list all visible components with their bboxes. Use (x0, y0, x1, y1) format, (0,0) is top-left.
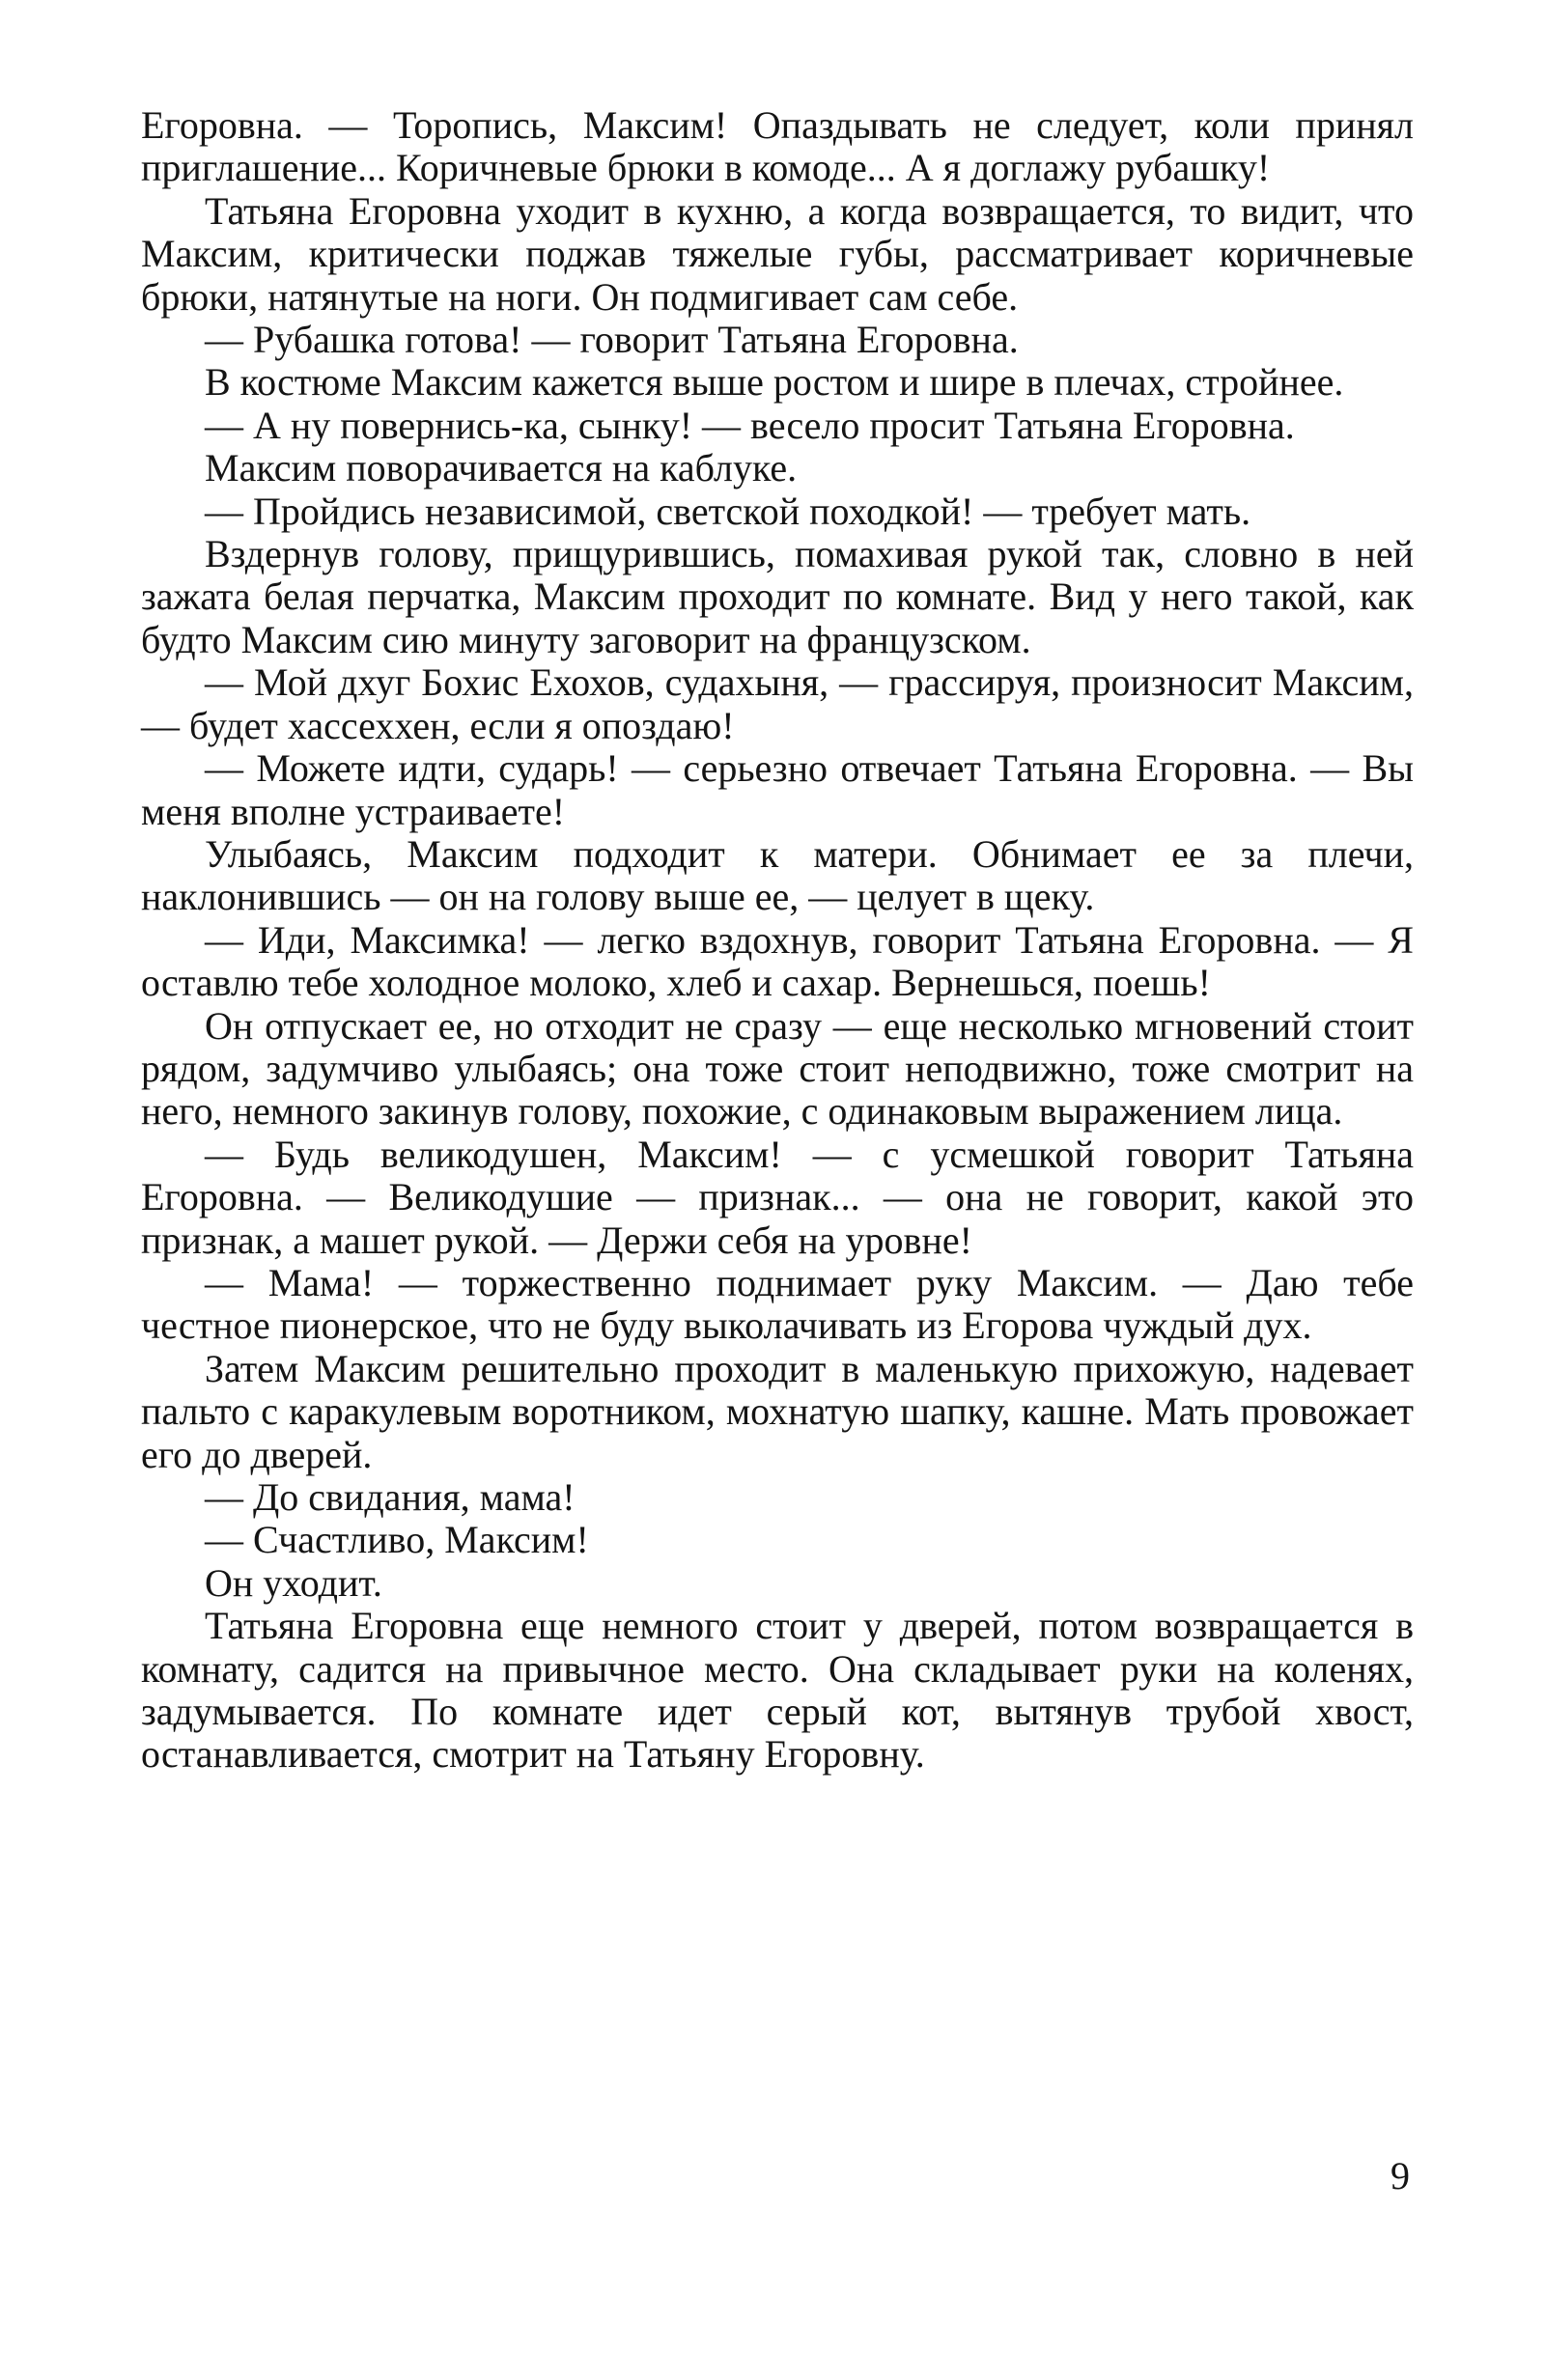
paragraph: Егоровна. — Торопись, Максим! Опаздывать не следует, коли принял приглашение... Коричневые брюки в комоде... А я доглажу рубашку! (141, 103, 1414, 190)
paragraph: В костюме Максим кажется выше ростом и шире в плечах, стройнее. (205, 360, 1344, 405)
paragraph: — Мама! — торжественно поднимает руку Максим. — Даю тебе честное пионерское, что не буду выколачивать из Егорова чуждый дух. (141, 1260, 1414, 1348)
paragraph: Вздернув голову, прищурившись, помахивая рукой так, словно в ней зажата белая перчатка, Максим проходит по комнате. Вид у него такой, как будто Максим сию минуту заговорит на французском. (141, 532, 1414, 661)
paragraph: — Иди, Максимка! — легко вздохнув, говорит Татьяна Егоровна. — Я оставлю тебе холодное молоко, хлеб и сахар. Вернешься, поешь! (141, 917, 1414, 1005)
paragraph: Он отпускает ее, но отходит не сразу — еще несколько мгновений стоит рядом, задумчиво улыбаясь; она тоже стоит неподвижно, тоже смотрит на него, немного закинув голову, похожие, с одинаковым выражением лица. (141, 1003, 1414, 1134)
paragraph: — Мой дхуг Бохис Ехохов, судахыня, — грассируя, произносит Максим, — будет хассеххен, если я опоздаю! (141, 660, 1414, 747)
page-text (141, 104, 1414, 1777)
paragraph: — Счастливо, Максим! (205, 1518, 589, 1562)
paragraph: — Будь великодушен, Максим! — с усмешкой говорит Татьяна Егоровна. — Великодушие — признак... — она не говорит, какой это признак, а машет рукой. — Держи себя на уровне! (141, 1132, 1414, 1262)
paragraph: — До свидания, мама! (205, 1475, 576, 1519)
paragraph: — А ну повернись-ка, сынку! — весело просит Татьяна Егоровна. (205, 403, 1295, 447)
paragraph: Максим поворачивается на каблуке. (205, 446, 798, 490)
paragraph: Татьяна Егоровна еще немного стоит у дверей, потом возвращается в комнату, садится на привычное место. Она складывает руки на коленях, задумывается. По комнате идет серый кот, вытянув трубой хвост, останавливается, смотрит на Татьяну Егоровну. (141, 1604, 1414, 1777)
paragraph: — Можете идти, сударь! — серьезно отвечает Татьяна Егоровна. — Вы меня вполне устраиваете! (141, 746, 1414, 833)
paragraph: Затем Максим решительно проходит в маленькую прихожую, надевает пальто с каракулевым воротником, мохнатую шапку, кашне. Мать провожает его до дверей. (141, 1346, 1414, 1476)
paragraph: Улыбаясь, Максим подходит к матери. Обнимает ее за плечи, наклонившись — он на голову выше ее, — целует в щеку. (141, 831, 1414, 919)
paragraph: — Рубашка готова! — говорит Татьяна Егоровна. (205, 318, 1019, 362)
paragraph: Он уходит. (205, 1560, 382, 1605)
page-number: 9 (1390, 2154, 1410, 2198)
paragraph: — Пройдись независимой, светской походкой! — требует мать. (205, 489, 1251, 533)
paragraph: Татьяна Егоровна уходит в кухню, а когда возвращается, то видит, что Максим, критически поджав тяжелые губы, рассматривает коричневые брюки, натянутые на ноги. Он подмигивает сам себе. (141, 188, 1414, 319)
